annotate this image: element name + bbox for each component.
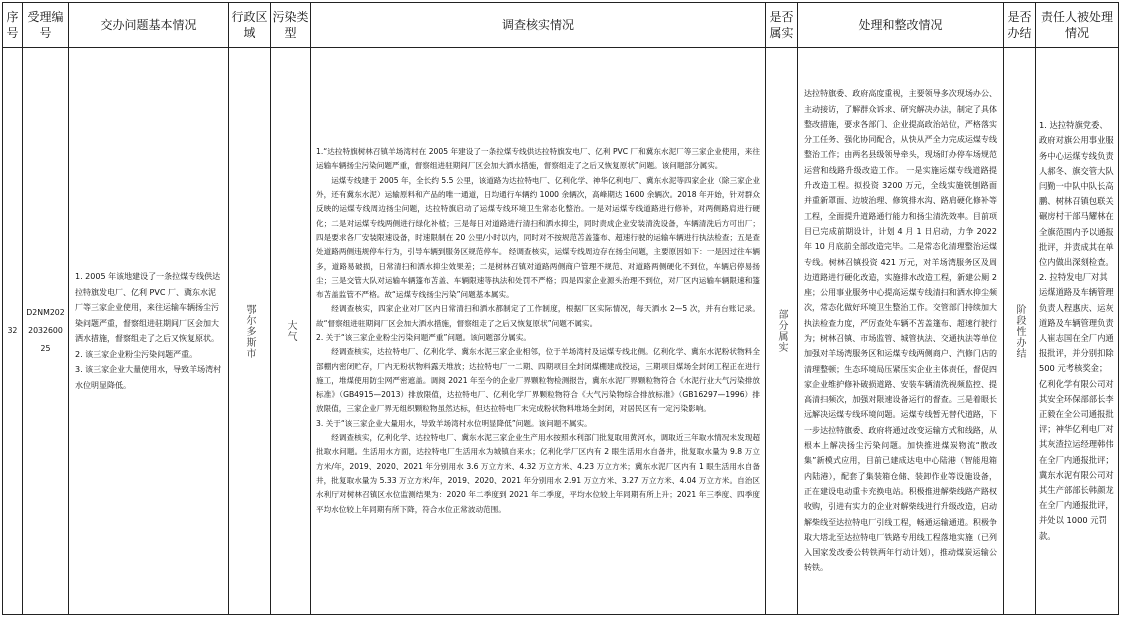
header-pollution-type: 污染类型: [271, 3, 311, 48]
row-handling: 达拉特旗委、政府高度重视，主要领导多次现场办公、主动接访，了解群众诉求、研究解决办法，制定了具体整改措施，要求各部门、企业提高政治站位，严格落实分工任务、强化协同配合，从快从严全力完成运煤专线整治工作；由两名县级领导牵头，现场盯办停车场规范运营和线路升级改造工作。 一是实施运煤专线道路提升改造工程。拟投资 3200 万元，全线实施铣刨路面并重新罩面、边坡治理、修筑排水沟、路肩硬化修补等工程，全面提升道路通行能力和扬尘清洗效率。目前项目已完成前期设计，计划 4 月 1 日启动，力争 2022 年 10 月底前全部改造完毕。二是常态化清理整治运煤专线。树林召镇投资 421 万元，对羊场湾服务区及周边道路进行硬化改造，实施排水改造工程，新建公厕 2 座；公用事业服务中心提高运煤专线清扫和洒水抑尘频次，常态化做好环境卫生整治工作。交管部门持续加大执法检查力度，严厉查处车辆不苫盖篷布、超速行驶行为；树林召镇、市场监管、城管执法、交通执法等单位加强对羊场湾服务区和运煤专线两侧商户、汽修门店的清理整顿；生态环境局压紧压实企业主体责任，督促四家企业维护修补破损道路、安装车辆清洗视频监控、提高清扫频次，加强对限速设备运行的督查。三是着眼长远解决运煤专线环境问题。运煤专线暂无替代道路，下一步达拉特旗委、政府将通过改变运输方式和线路，从根本上解决扬尘污染问题。加快推进煤炭物流“散改集”新模式应用，目前已建成达电中心陆港（智能甩箱内陆港），配套了集装箱仓储、装卸作业等设施设备，正在建设电动重卡充换电站。积极推进解柴线路产路权收购，引进有实力的企业对解柴线进行升级改造，启动解柴线至达拉特电厂引线工程，畅通运输通道。积极争取大塔北至达拉特电厂铁路专用线工程落地实施（已列入国家发改委公转铁两年行动计划），推动煤炭运输公转铁。: [798, 48, 1004, 615]
row-index: 32: [3, 48, 23, 615]
issue-item: 2. 该三家企业粉尘污染问题严重。: [75, 349, 198, 359]
case-table: [2, 2, 1119, 615]
pollution-type-text: 大气: [285, 320, 296, 342]
row-is-true: [766, 48, 798, 615]
is-closed-text: 阶段性办结: [1014, 303, 1025, 359]
header-index: 序号: [3, 3, 23, 48]
row-region: [229, 48, 271, 615]
case-id-line: D2NM202: [26, 308, 65, 317]
investigation-paragraph: 2. 关于“该三家企业粉尘污染问题严重”问题。该问题部分属实。: [316, 333, 531, 342]
investigation-paragraph: 运煤专线建于 2005 年，全长约 5.5 公里，该道路为达拉特电厂、亿利化学、神华亿利电厂、冀东水泥等四家企业（除三家企业外，还有冀东水泥）运输原料和产品的唯一通道，日均通行车辆约 1000 余辆次，高峰期达 1600 余辆次。2018 年开始，针对群众反映的运煤专线周边扬尘问题，达拉特旗启动了运煤专线环境卫生常态化整治。一是对运煤专线道路进行修补，对两侧路肩进行硬化；二是对运煤专线两侧进行绿化补植；三是每日对道路进行清扫和洒水抑尘，同时责成企业安装清洗设备，车辆清洗后方可出厂；四是要求各厂安装限速设备，时速限制在 20 公里/小时以内，同时对不按规范苫盖篷布、超速行驶的运输车辆进行执法检查；五是查处道路两侧违规停车行为，引导车辆到服务区规范停车。 经调查核实，运煤专线周边存在扬尘问题，主要原因如下：一是因过往车辆多，道路易破损，日常清扫和洒水抑尘效果差；二是树林召镇对道路两侧商户管理不规范、对道路两侧硬化不到位，车辆启停易扬尘；三是交管大队对运输车辆篷布苫盖、车辆限速等执法和处罚不严格；四是四家企业源头治理不到位，对厂区内运输车辆限速和篷布苫盖监管不严格。故“运煤专线扬尘污染”问题基本属实。: [316, 175, 760, 300]
header-is-true: 是否属实: [766, 3, 798, 48]
header-row: [3, 3, 1119, 48]
investigation-paragraph: 3. 关于“该三家企业大量用水，导致羊场湾村水位明显降低”问题。该问题不属实。: [316, 418, 592, 428]
row-investigation: [311, 48, 766, 615]
row-issue: [69, 48, 229, 615]
header-is-closed: 是否办结: [1004, 3, 1036, 48]
issue-item: 1. 2005 年该地建设了一条拉煤专线供达拉特旗发电厂、亿利 PVC 厂、冀东水泥厂等三家企业使用，来往运输车辆扬尘污染问题严重，督察组进驻期间厂区会加大洒水措施，督察组走了之后又恢复原状。: [75, 272, 221, 343]
header-region: 行政区域: [229, 3, 271, 48]
investigation-paragraph: 1.“达拉特旗树林召镇羊场湾村在 2005 年建设了一条拉煤专线供达拉特旗发电厂、亿利 PVC 厂和冀东水泥厂等三家企业使用，来往运输车辆扬尘污染问题严重，督察组进驻期间厂区会加大洒水措施，督察组走了之后又恢复原状”问题。该问题部分属实。: [316, 147, 760, 171]
row-case-id: [23, 48, 69, 615]
header-case-id: 受理编号: [23, 3, 69, 48]
row-is-closed: [1004, 48, 1036, 615]
investigation-paragraph: 经调查核实，四家企业对厂区内日常清扫和洒水都制定了工作制度，根据厂区实际情况，每天洒水 2—5 次，并有台账记录。故“督察组进驻期间厂区会加大洒水措施，督察组走了之后又恢复原状”问题不属实。: [316, 304, 760, 328]
table-row: [3, 48, 1119, 615]
header-responsibility: 责任人被处理情况: [1036, 3, 1119, 48]
header-handling: 处理和整改情况: [798, 3, 1004, 48]
investigation-paragraph: 经调查核实，亿利化学、达拉特电厂、冀东水泥三家企业生产用水按照水利部门批复取用黄河水，调取近三年取水情况未发现超批取水问题。生活用水方面，达拉特电厂生活用水为城镇自来水；亿利化学厂区内有 2 眼生活用水自备井，批复取水量为 9.8 万立方米/年，2019、2020、2021 年分别用水 3.6 万立方米、4.32 万立方米、4.23 万立方米；冀东水泥厂区内有 1 眼生活用水自备井，批复取水量为 5.33 万立方米/年，2019、2020、2021 年分别用水 2.91 万立方米、3.27 万立方米、4.04 万立方米。自治区水利厅对树林召镇区水位监测结果为：2020 年二季度到 2021 年二季度，平均水位较上年同期有所上升；2021 年三季度、四季度平均水位较上年同期有所下降，符合水位正常波动范围。: [316, 433, 760, 514]
header-investigation: 调查核实情况: [311, 3, 766, 48]
issue-item: 3. 该三家企业大量使用水，导致羊场湾村水位明显降低。: [75, 365, 222, 390]
header-issue: 交办问题基本情况: [69, 3, 229, 48]
case-id-line: 2032600: [28, 326, 63, 335]
case-id-line: 25: [40, 344, 51, 353]
investigation-paragraph: 经调查核实，达拉特电厂、亿利化学、冀东水泥三家企业相邻，位于羊场湾村及运煤专线北侧。亿利化学、冀东水泥粉状物料全部棚内密闭贮存，厂内无粉状物料露天堆放；达拉特电厂一二期、四期项目全封闭煤棚建成投运，三期项目煤场全封闭工程正在进行施工，堆煤使用防尘网严密遮盖。调阅 2021 年至今的企业厂界颗粒物检测报告，冀东水泥厂界颗粒物符合《水泥行业大气污染排放标准》（GB4915—2013）排放限值，达拉特电厂、亿利化学厂界颗粒物符合《大气污染物综合排放标准》（GB16297—1996）排放限值，三家企业厂界无组织颗粒物虽然达标，但达拉特电厂未完成粉状物料堆场全封闭，对居民区有一定污染影响。: [316, 347, 760, 414]
row-pollution-type: [271, 48, 311, 615]
is-true-text: 部分属实: [776, 309, 787, 353]
region-text: 鄂尔多斯市: [244, 303, 255, 359]
row-responsibility: 1. 达拉特旗党委、政府对旗公用事业服务中心运煤专线负责人郝冬、旗交管大队闫勤一中队中队长高鹏、树林召镇包联关碾房村干部马耀林在全旗范围内予以通报批评，并责成其在单位内做出深刻检查。2. 拉特发电厂对其运煤道路及车辆管理负责人程惠庆、运灰道路及车辆管理负责人崔志国在全厂内通报批评，并分别扣除 500 元考核奖金；亿利化学有限公司对其安全环保部部长李正毅在全公司通报批评；神华亿利电厂对其灰渣拉运经理韩伟在全厂内通报批评；冀东水泥有限公司对其生产部部长韩颜龙在全厂内通报批评，并处以 1000 元罚款。: [1036, 48, 1119, 615]
